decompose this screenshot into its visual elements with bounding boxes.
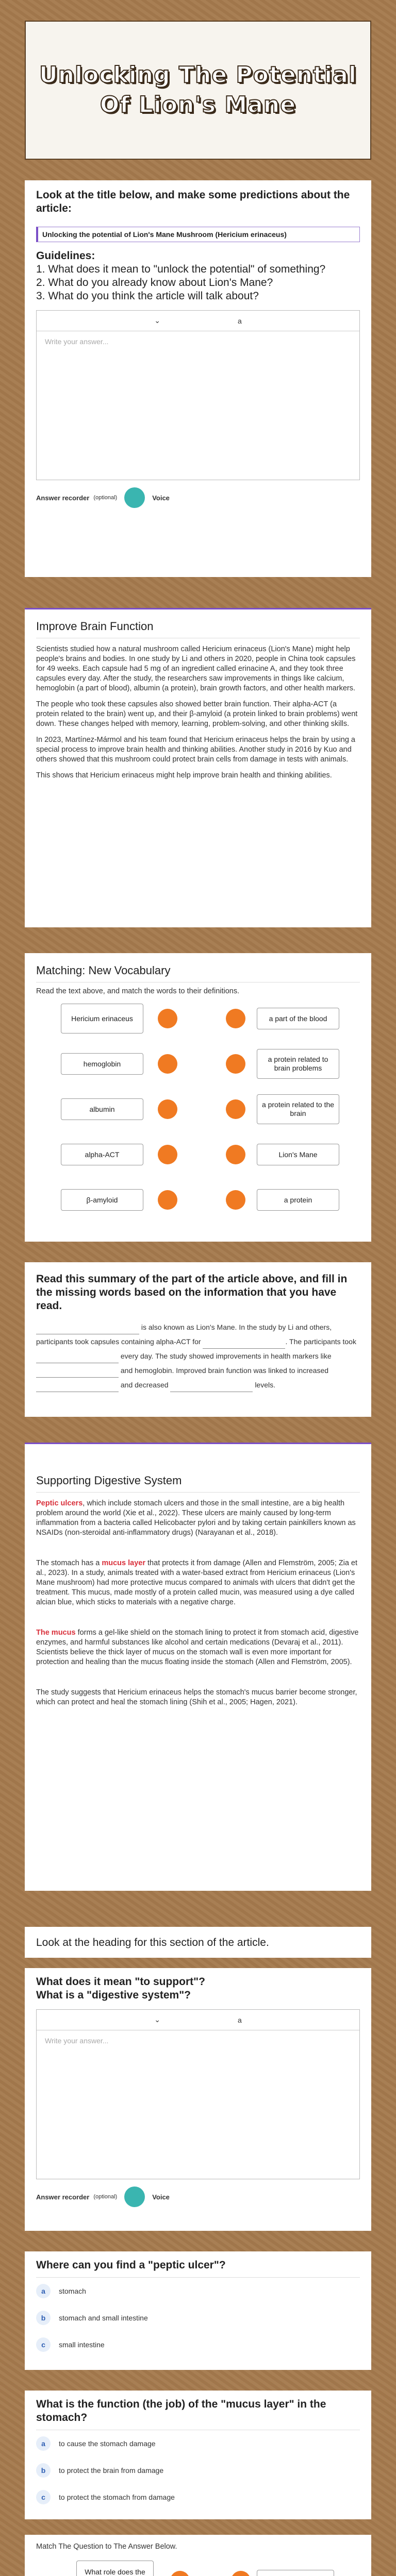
match-row (25, 1140, 371, 1171)
match-right-item[interactable]: Lion's Mane (257, 1144, 339, 1165)
highlight-term: mucus layer (102, 1559, 145, 1567)
match-left-item[interactable]: β-amyloid (61, 1189, 143, 1211)
highlight-term: Peptic ulcers (36, 1499, 83, 1507)
guideline-2: 2. What do you already know about Lion's Mane? (36, 277, 273, 289)
answer-placeholder[interactable]: Write your answer... (45, 2037, 109, 2045)
option-text: to cause the stomach damage (59, 2439, 156, 2448)
digest-p2b-text: that protects it from damage (Allen and Flemström, 2005; Zia et al., 2023). In a study, animals treated with a water-based extract from Hericium erinaceus (Lion's Mane mushroom) had more protective mucus compared to animals with ulcers that didn't get the treatment. This mucus, made mostly of a protein called mucin, was measured using a dye called alcian blue, which sticks to materials with a negative charge. (36, 1559, 358, 1606)
match-connector[interactable] (226, 1145, 245, 1164)
brain-para-3: In 2023, Martínez-Mármol and his team found that Hericium erinaceus helps the brain by using a special process to improve brain health and thinking abilities. Another study in 2016 by Kuo and others showed that this mushroom could protect brain cells from damage in tests with animals. (36, 736, 355, 764)
digest-para-4: The study suggests that Hericium erinaceus helps the stomach's mucus barrier become stronger, which can protect and heal the stomach lining (Shih et al., 2005; Hagen, 2021). (36, 1688, 357, 1706)
recorder-optional: (optional) (93, 2194, 118, 2200)
divider (36, 1492, 360, 1493)
highlight-term: The mucus (36, 1629, 76, 1637)
fill-blank[interactable] (36, 1385, 119, 1392)
brain-para-2: The people who took these capsules also showed better brain function. Their alpha-ACT (a protein related to the brain) went up, and their β-amyloid (a protein linked to brain problems) went down. These changes helped with memory, learning, problem-solving, and other thinking skills. (36, 700, 358, 728)
digest-para-2 (36, 1558, 360, 1607)
page-title: Unlocking The Potential Of Lion's Mane (39, 62, 357, 118)
match-left-item[interactable]: Hericium erinaceus (61, 1004, 143, 1033)
voice-label: Voice (152, 494, 170, 502)
brain-heading: Improve Brain Function (36, 620, 154, 633)
text-style-icon[interactable]: a (237, 2015, 242, 2024)
option-text: stomach and small intestine (59, 2314, 148, 2322)
match-connector[interactable] (158, 1054, 177, 1074)
summary-s5: and decreased (120, 1381, 169, 1389)
recorder-label: Answer recorder (36, 2193, 90, 2201)
match-row (25, 1094, 371, 1125)
match-connector[interactable] (158, 1009, 177, 1028)
option-text: stomach (59, 2287, 86, 2295)
title-banner (25, 21, 371, 160)
match-answer-card (25, 2535, 371, 2576)
match2-left-item[interactable]: What role does the (76, 2561, 154, 2576)
fill-blank[interactable] (36, 1356, 119, 1363)
summary-s2: . The participants took (285, 1337, 356, 1346)
mc-option[interactable] (36, 2331, 360, 2358)
match-left-item[interactable]: alpha-ACT (61, 1144, 143, 1165)
intro-card (25, 180, 371, 577)
option-letter: c (36, 2337, 51, 2352)
accent-bar (25, 608, 371, 609)
editor-toolbar (37, 2010, 359, 2030)
answer-recorder-2 (25, 2179, 371, 2214)
match-connector[interactable] (170, 2571, 190, 2576)
vocab-card (25, 953, 371, 1242)
digest-p2a-text: The stomach has a (36, 1559, 100, 1567)
digest-heading: Supporting Digestive System (36, 1474, 182, 1487)
option-letter: c (36, 2490, 51, 2504)
mc-mucus-card (25, 2391, 371, 2519)
mc-option[interactable] (36, 2430, 360, 2457)
guidelines-heading: Guidelines: (36, 250, 95, 262)
answer-editor-1[interactable] (36, 310, 360, 480)
voice-record-button[interactable] (124, 2187, 145, 2207)
support-q2: What is a "digestive system"? (36, 1989, 191, 2001)
match-connector[interactable] (226, 1099, 245, 1119)
option-letter: b (36, 2463, 51, 2478)
summary-text (36, 1320, 360, 1392)
guideline-3: 3. What do you think the article will talk about? (36, 290, 259, 302)
option-letter: a (36, 2436, 51, 2451)
option-letter: b (36, 2311, 51, 2325)
vocab-heading: Matching: New Vocabulary (36, 964, 171, 977)
fill-blank[interactable] (203, 1342, 285, 1349)
support-q1: What does it mean "to support"? (36, 1976, 205, 1988)
match-left-item[interactable]: albumin (61, 1098, 143, 1120)
recorder-label: Answer recorder (36, 494, 90, 502)
match-connector[interactable] (158, 1099, 177, 1119)
mc-peptic-card (25, 2251, 371, 2370)
digest-text-card (25, 1443, 371, 1891)
article-title-box (36, 227, 360, 242)
mc2-question: What is the function (the job) of the "mucus layer" in the stomach? (36, 2398, 326, 2424)
match-connector[interactable] (231, 2571, 251, 2576)
vocab-match-area (25, 1004, 371, 1230)
heading-prompt-card (25, 1927, 371, 1958)
match-right-item[interactable]: a protein related to brain problems (257, 1049, 339, 1079)
option-text: small intestine (59, 2341, 105, 2349)
fill-blank[interactable] (170, 1385, 253, 1392)
answer-recorder-1 (25, 480, 371, 515)
brain-para-1: Scientists studied how a natural mushroom called Hericium erinaceus (Lion's Mane) might help people's brains and bodies. In one study by Li and others in 2020, people in China took capsules for 49 weeks. Each capsule had 5 mg of an ingredient called erinacine A, and they took three capsules every day. After the study, the researchers saw improvements in things like calcium, hemoglobin (a part of blood), albumin (a protein), brain growth factors, and other health markers. (36, 645, 356, 692)
support-question-card (25, 1968, 371, 2231)
editor-toolbar (37, 311, 359, 331)
match-row (25, 1049, 371, 1080)
voice-label: Voice (152, 2193, 170, 2201)
fill-blank[interactable] (36, 1370, 119, 1378)
summary-s4: and hemoglobin. Improved brain function was linked to increased (120, 1366, 329, 1375)
digest-para-3 (36, 1628, 360, 1667)
intro-prompt: Look at the title below, and make some predictions about the article: (36, 189, 350, 214)
option-letter: a (36, 2284, 51, 2298)
match2-instruction: Match The Question to The Answer Below. (36, 2543, 177, 2551)
match-left-item[interactable]: hemoglobin (61, 1053, 143, 1075)
brain-text-card (25, 608, 371, 927)
summary-heading: Read this summary of the part of the article above, and fill in the missing words based on the information that you have read. (36, 1273, 348, 1312)
mc-option[interactable] (36, 2457, 360, 2484)
fill-blank[interactable] (36, 1327, 139, 1334)
match-right-item[interactable]: a part of the blood (257, 1008, 339, 1029)
summary-s3: every day. The study showed improvements in health markers like (120, 1352, 332, 1360)
match-connector[interactable] (158, 1145, 177, 1164)
digest-p3-text: forms a gel-like shield on the stomach lining to protect it from stomach acid, digestive enzymes, and harmful substances like alcohol and certain medications (Devaraj et al., 2011). Scientists believe the thick layer of mucus on the stomach wall is even more important for protection and healing than the mucus floating inside the stomach (Allen and Flemström, 2005). (36, 1629, 359, 1666)
guideline-1: 1. What does it mean to "unlock the potential" of something? (36, 263, 326, 275)
match-right-item[interactable]: a protein (257, 1189, 339, 1211)
match-connector[interactable] (158, 1190, 177, 1210)
summary-s1: is also known as Lion's Mane. In the study by Li and others, participants took capsules containing alpha-ACT for (36, 1323, 332, 1346)
option-text: to protect the stomach from damage (59, 2493, 175, 2501)
mc-option[interactable] (36, 2278, 360, 2304)
brain-para-4: This shows that Hericium erinaceus might help improve brain health and thinking abilities. (36, 771, 332, 779)
vocab-instruction: Read the text above, and match the words to their definitions. (36, 987, 240, 995)
accent-bar (25, 1443, 371, 1444)
text-style-icon[interactable]: a (237, 316, 242, 325)
answer-placeholder[interactable]: Write your answer... (45, 337, 109, 346)
summary-s6: levels. (255, 1381, 275, 1389)
summary-card (25, 1262, 371, 1417)
digest-p1-text: , which include stomach ulcers and those in the small intestine, are a big health problem around the world (Xie et al., 2022). These ulcers are mainly caused by long-term inflammation from a bacteria called Helicobacter pylori and by taking certain painkillers known as NSAIDs (non-steroidal anti-inflammatory drugs) (Narayanan et al., 2018). (36, 1499, 356, 1537)
mc-option[interactable] (36, 2304, 360, 2331)
match-connector[interactable] (226, 1009, 245, 1028)
answer-editor-2[interactable] (36, 2009, 360, 2179)
format-dropdown-icon[interactable]: ⌄ (154, 2015, 160, 2024)
recorder-optional: (optional) (93, 495, 118, 501)
voice-record-button[interactable] (124, 487, 145, 508)
article-title: Unlocking the potential of Lion's Mane Mushroom (Hericium erinaceus) (42, 230, 287, 239)
match-row (25, 1185, 371, 1216)
digest-para-1 (36, 1499, 360, 1538)
match-row (25, 1004, 371, 1035)
format-dropdown-icon[interactable]: ⌄ (154, 316, 160, 325)
match-connector[interactable] (226, 1190, 245, 1210)
heading-prompt: Look at the heading for this section of the article. (36, 1937, 269, 1948)
mc-option[interactable] (36, 2484, 360, 2511)
match-right-item[interactable]: a protein related to the brain (257, 1094, 339, 1124)
match-connector[interactable] (226, 1054, 245, 1074)
mc1-question: Where can you find a "peptic ulcer"? (36, 2259, 226, 2271)
match2-right-item[interactable] (257, 2570, 334, 2576)
option-text: to protect the brain from damage (59, 2466, 164, 2475)
